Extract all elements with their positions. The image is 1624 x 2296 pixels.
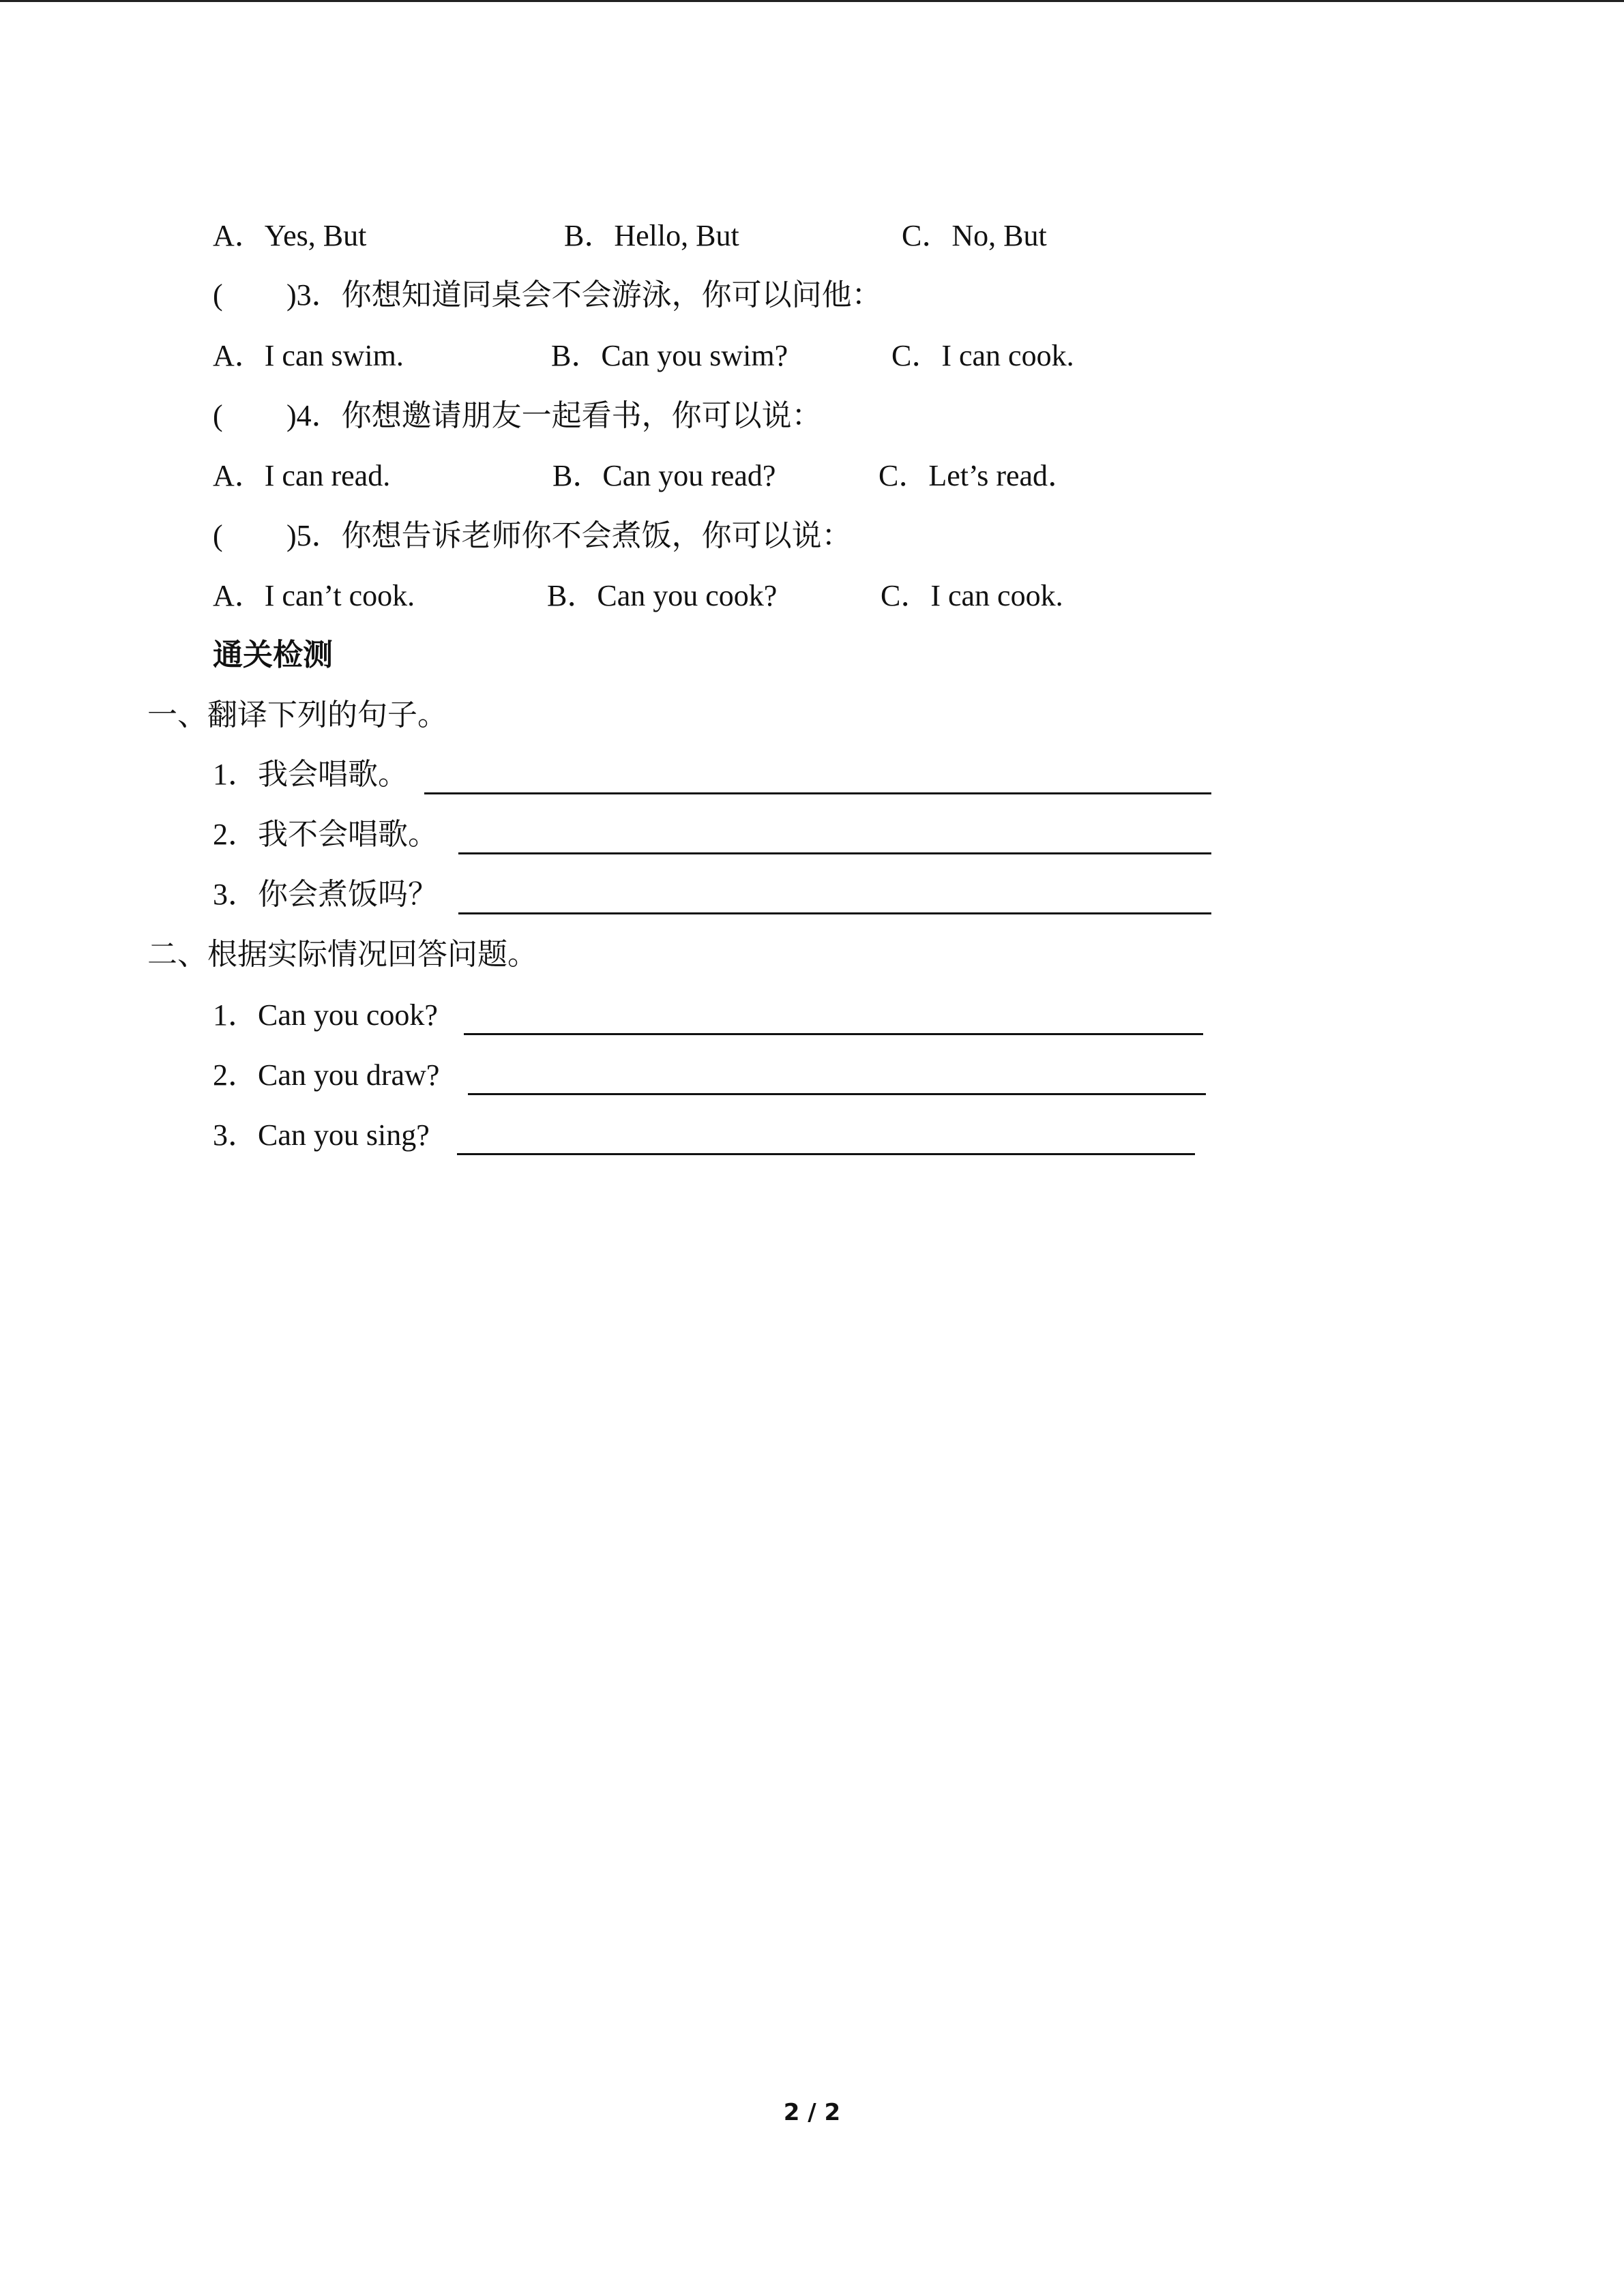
answer-paren-open: (: [213, 278, 223, 312]
q3-option-a: A．I can swim.: [213, 339, 404, 372]
q2-option-c: C．No, But: [902, 219, 1047, 252]
part-one-title: 一、翻译下列的句子。: [147, 698, 447, 732]
question-3-text: )3．你想知道同桌会不会游泳，你可以问他：: [286, 278, 882, 312]
question-5-text: )5．你想告诉老师你不会煮饭，你可以说：: [286, 519, 852, 552]
answer-line[interactable]: [458, 912, 1211, 914]
part-two-item-1: 1．Can you cook?: [213, 998, 438, 1032]
section-heading: 通关检测: [213, 638, 333, 672]
q3-option-b: B．Can you swim?: [551, 339, 788, 372]
answer-line[interactable]: [457, 1153, 1195, 1155]
part-one-item-3: 3．你会煮饭吗？: [213, 878, 438, 911]
q4-option-c: C．Let’s read．: [879, 459, 1078, 492]
q5-option-c: C．I can cook.: [881, 579, 1063, 612]
q2-option-a: A．Yes, But: [213, 219, 367, 252]
page-number: 2 / 2: [783, 2099, 841, 2126]
part-two-item-3: 3．Can you sing?: [213, 1118, 430, 1152]
part-two-item-2: 2．Can you draw?: [213, 1058, 440, 1092]
page-top-border: [0, 0, 1624, 2]
question-4-text: )4．你想邀请朋友一起看书，你可以说：: [286, 399, 822, 432]
answer-paren-open: (: [213, 519, 223, 552]
part-one-item-1: 1．我会唱歌。: [213, 758, 408, 791]
q4-option-b: B．Can you read?: [552, 459, 776, 492]
q5-option-a: A．I can’t cook.: [213, 579, 415, 612]
answer-line[interactable]: [458, 852, 1211, 854]
answer-line[interactable]: [424, 792, 1211, 794]
answer-line[interactable]: [464, 1033, 1203, 1035]
answer-paren-open: (: [213, 399, 223, 432]
answer-line[interactable]: [468, 1093, 1206, 1095]
q5-option-b: B．Can you cook?: [547, 579, 778, 612]
q3-option-c: C．I can cook.: [891, 339, 1074, 372]
part-two-title: 二、根据实际情况回答问题。: [147, 938, 537, 971]
q2-option-b: B．Hello, But: [564, 219, 739, 252]
part-one-item-2: 2．我不会唱歌。: [213, 818, 438, 851]
q4-option-a: A．I can read.: [213, 459, 391, 492]
